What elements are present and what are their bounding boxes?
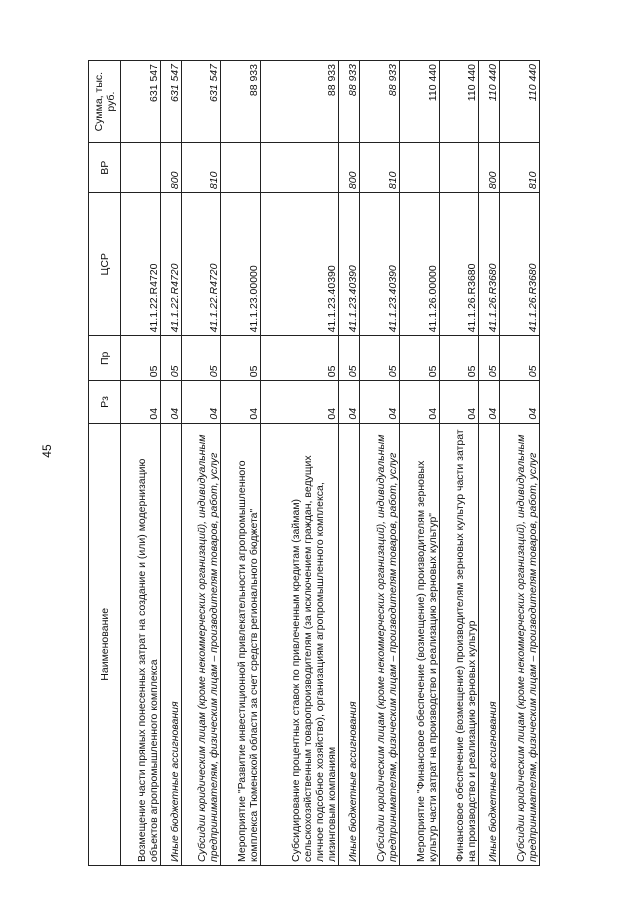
cell-rz: 04 xyxy=(221,381,261,423)
cell-sum: 88 933 xyxy=(359,61,399,143)
cell-pr: 05 xyxy=(121,336,161,381)
cell-pr: 05 xyxy=(479,336,500,381)
header-vr: ВР xyxy=(89,143,121,193)
cell-csr: 41.1.23.00000 xyxy=(221,193,261,336)
header-name: Наименование xyxy=(89,423,121,865)
cell-sum: 110 440 xyxy=(479,61,500,143)
cell-name: Субсидии юридическим лицам (кроме некоммерческих организаций), индивидуальным предпринимателям, физическим лицам – производителям товаров, работ, услуг xyxy=(181,423,221,865)
cell-vr: 810 xyxy=(359,143,399,193)
table-row xyxy=(439,61,479,866)
cell-pr: 05 xyxy=(221,336,261,381)
cell-pr: 05 xyxy=(439,336,479,381)
cell-csr: 41.1.22.R4720 xyxy=(160,193,181,336)
table-row xyxy=(221,61,261,866)
table-row xyxy=(359,61,399,866)
cell-rz: 04 xyxy=(181,381,221,423)
table-row xyxy=(181,61,221,866)
cell-sum: 110 440 xyxy=(500,61,540,143)
cell-pr: 05 xyxy=(399,336,439,381)
cell-name: Иные бюджетные ассигнования xyxy=(339,423,360,865)
table-body xyxy=(121,61,540,866)
cell-vr xyxy=(261,143,339,193)
cell-name: Субсидии юридическим лицам (кроме некоммерческих организаций), индивидуальным предпринимателям, физическим лицам – производителям товаров, работ, услуг xyxy=(359,423,399,865)
cell-sum: 110 440 xyxy=(399,61,439,143)
cell-csr: 41.1.22.R4720 xyxy=(181,193,221,336)
cell-sum: 110 440 xyxy=(439,61,479,143)
budget-table xyxy=(88,60,540,866)
cell-sum: 631 547 xyxy=(121,61,161,143)
cell-name: Финансовое обеспечение (возмещение) производителям зерновых культур части затрат на производство и реализацию зерновых культур xyxy=(439,423,479,865)
header-csr: ЦСР xyxy=(89,193,121,336)
cell-name: Возмещение части прямых понесенных затрат на создание и (или) модернизацию объектов агропромышленного комплекса xyxy=(121,423,161,865)
cell-rz: 04 xyxy=(439,381,479,423)
cell-sum: 631 547 xyxy=(160,61,181,143)
cell-vr xyxy=(439,143,479,193)
header-rz: Рз xyxy=(89,381,121,423)
cell-csr: 41.1.26.R3680 xyxy=(500,193,540,336)
cell-vr xyxy=(221,143,261,193)
cell-name: Мероприятие "Развитие инвестиционной привлекательности агропромышленного комплекса Тюменской области за счет средств регионального бюджета" xyxy=(221,423,261,865)
cell-csr: 41.1.26.00000 xyxy=(399,193,439,336)
cell-vr: 810 xyxy=(500,143,540,193)
cell-vr xyxy=(399,143,439,193)
table-row xyxy=(339,61,360,866)
cell-rz: 04 xyxy=(500,381,540,423)
header-pr: Пр xyxy=(89,336,121,381)
cell-sum: 631 547 xyxy=(181,61,221,143)
cell-rz: 04 xyxy=(121,381,161,423)
cell-rz: 04 xyxy=(261,381,339,423)
cell-rz: 04 xyxy=(479,381,500,423)
cell-vr: 810 xyxy=(181,143,221,193)
cell-vr xyxy=(121,143,161,193)
cell-sum: 88 933 xyxy=(221,61,261,143)
table-row xyxy=(261,61,339,866)
cell-sum: 88 933 xyxy=(339,61,360,143)
cell-csr: 41.1.26.R3680 xyxy=(479,193,500,336)
cell-pr: 05 xyxy=(359,336,399,381)
header-sum: Сумма, тыс. руб. xyxy=(89,61,121,143)
cell-csr: 41.1.23.40390 xyxy=(339,193,360,336)
cell-name: Субсидирование процентных ставок по привлеченным кредитам (займам) сельскохозяйственным товаропроизводителям (за исключением граждан, ведущих личное подсобное хозяйство), организациям агропромышленного комплекса, лизинговым компаниям xyxy=(261,423,339,865)
cell-vr: 800 xyxy=(160,143,181,193)
cell-csr: 41.1.23.40390 xyxy=(359,193,399,336)
cell-rz: 04 xyxy=(160,381,181,423)
table-row xyxy=(121,61,161,866)
cell-pr: 05 xyxy=(181,336,221,381)
cell-vr: 800 xyxy=(479,143,500,193)
cell-csr: 41.1.23.40390 xyxy=(261,193,339,336)
cell-rz: 04 xyxy=(399,381,439,423)
cell-csr: 41.1.22.R4720 xyxy=(121,193,161,336)
table-row xyxy=(399,61,439,866)
table-row xyxy=(500,61,540,866)
cell-name: Мероприятие "Финансовое обеспечение (возмещение) производителям зерновых культур части затрат на производство и реализацию зерновых культур" xyxy=(399,423,439,865)
cell-name: Иные бюджетные ассигнования xyxy=(160,423,181,865)
cell-vr: 800 xyxy=(339,143,360,193)
cell-pr: 05 xyxy=(500,336,540,381)
cell-name: Иные бюджетные ассигнования xyxy=(479,423,500,865)
cell-rz: 04 xyxy=(339,381,360,423)
cell-pr: 05 xyxy=(261,336,339,381)
table-row xyxy=(479,61,500,866)
cell-pr: 05 xyxy=(160,336,181,381)
cell-csr: 41.1.26.R3680 xyxy=(439,193,479,336)
cell-name: Субсидии юридическим лицам (кроме некоммерческих организаций), индивидуальным предпринимателям, физическим лицам – производителям товаров, работ, услуг xyxy=(500,423,540,865)
table-header xyxy=(89,61,121,866)
rotated-table-wrapper xyxy=(88,60,540,866)
page-number: 45 xyxy=(40,444,54,458)
table-row xyxy=(160,61,181,866)
cell-pr: 05 xyxy=(339,336,360,381)
cell-rz: 04 xyxy=(359,381,399,423)
cell-sum: 88 933 xyxy=(261,61,339,143)
